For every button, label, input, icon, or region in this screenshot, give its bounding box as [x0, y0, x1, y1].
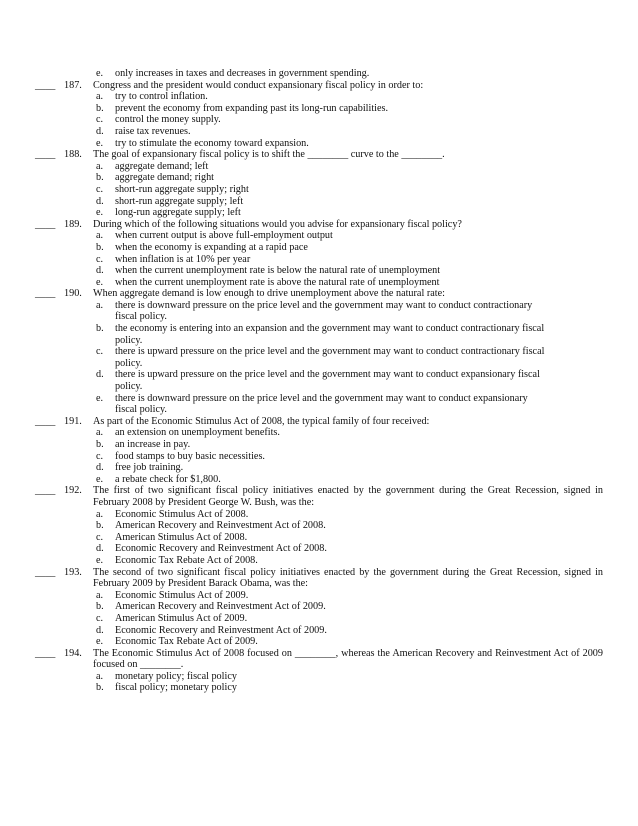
question-188 [0, 149, 638, 219]
option-letter: e. [96, 473, 104, 485]
continuation-option [0, 68, 638, 80]
option-letter: b. [96, 172, 104, 184]
option-letter: c. [96, 183, 104, 195]
option-text: monetary policy; fiscal policy [115, 670, 237, 682]
question-192 [0, 485, 638, 566]
option-letter: d. [96, 195, 104, 207]
answer-option [0, 161, 638, 173]
option-text: when the current unemployment rate is below the natural rate of unemployment [115, 265, 441, 277]
option-text: free job training. [115, 462, 184, 474]
question-number: 194. [64, 647, 82, 659]
answer-option [0, 254, 638, 266]
answer-option [0, 543, 638, 555]
question-number: 193. [64, 566, 82, 578]
option-text: a rebate check for $1,800. [115, 473, 221, 485]
option-text: American Recovery and Reinvestment Act of 2009. [115, 601, 326, 613]
option-letter: e. [96, 636, 104, 648]
answer-option [0, 114, 638, 126]
answer-option [0, 346, 638, 369]
answer-option [0, 369, 638, 392]
answer-option [0, 393, 638, 416]
answer-option [0, 451, 638, 463]
question-number: 190. [64, 288, 82, 300]
option-letter: a. [96, 670, 104, 682]
answer-option [0, 555, 638, 567]
question-list [0, 80, 638, 694]
option-text: American Recovery and Reinvestment Act of 2008. [115, 520, 326, 532]
option-letter: c. [96, 612, 104, 624]
answer-option [0, 532, 638, 544]
answer-option [0, 682, 638, 694]
option-text: the economy is entering into an expansion and the government may want to conduct contractionary fiscal policy. [115, 323, 545, 346]
answer-option [0, 172, 638, 184]
question-stem: During which of the following situations would you advise for expansionary fiscal policy? [93, 218, 462, 230]
answer-blank[interactable]: ____ [35, 415, 56, 427]
option-text: prevent the economy from expanding past its long-run capabilities. [115, 102, 389, 114]
option-letter: a. [96, 91, 104, 103]
answer-option [0, 196, 638, 208]
option-letter: d. [96, 624, 104, 636]
option-letter: e. [96, 392, 104, 404]
answer-blank[interactable]: ____ [35, 566, 56, 578]
answer-option [0, 601, 638, 613]
option-letter: b. [96, 241, 104, 253]
question-stem: The first of two significant fiscal policy initiatives enacted by the government during the Great Recession, signed in February 2008 by President George W. Bush, was the: [93, 485, 603, 508]
question-187 [0, 80, 638, 150]
answer-option [0, 265, 638, 277]
option-letter: c. [96, 346, 104, 358]
option-letter: c. [96, 531, 104, 543]
answer-option [0, 207, 638, 219]
answer-option [0, 462, 638, 474]
option-letter: b. [96, 439, 104, 450]
answer-blank[interactable]: ____ [35, 218, 56, 230]
option-letter: a. [96, 299, 104, 311]
answer-option [0, 138, 638, 150]
option-letter: b. [96, 520, 104, 532]
question-193 [0, 567, 638, 648]
answer-option [0, 91, 638, 103]
option-text: fiscal policy; monetary policy [115, 682, 237, 694]
option-text: Economic Recovery and Reinvestment Act of 2008. [115, 543, 327, 555]
option-text: when the economy is expanding at a rapid pace [115, 241, 308, 253]
answer-option [0, 427, 638, 439]
option-text: Economic Stimulus Act of 2009. [115, 589, 249, 601]
option-text: short-run aggregate supply; right [115, 183, 249, 195]
question-194 [0, 648, 638, 694]
option-text: an increase in pay. [115, 439, 191, 450]
option-text: try to control inflation. [115, 91, 208, 103]
option-letter: e. [96, 207, 104, 219]
answer-option [0, 184, 638, 196]
option-text: only increases in taxes and decreases in government spending. [115, 68, 370, 79]
answer-blank[interactable]: ____ [35, 485, 56, 497]
option-letter: e. [96, 276, 104, 288]
answer-option [0, 230, 638, 242]
answer-option [0, 636, 638, 648]
option-letter: d. [96, 369, 104, 381]
option-text: control the money supply. [115, 114, 221, 126]
option-letter: a. [96, 427, 104, 439]
answer-blank[interactable]: ____ [35, 149, 56, 161]
question-number: 188. [64, 149, 82, 161]
question-191 [0, 416, 638, 486]
question-number: 192. [64, 485, 82, 497]
question-number: 191. [64, 415, 82, 427]
option-letter: a. [96, 230, 104, 242]
question-stem: The Economic Stimulus Act of 2008 focused on ________, whereas the American Recovery and Reinvestment Act of 2009 focused on ________. [93, 647, 603, 671]
option-letter: a. [96, 589, 104, 601]
answer-option [0, 671, 638, 683]
option-letter: a. [96, 508, 104, 520]
option-letter: b. [96, 323, 104, 335]
question-stem: When aggregate demand is low enough to drive unemployment above the natural rate: [93, 288, 445, 300]
answer-option [0, 590, 638, 602]
option-text: try to stimulate the economy toward expansion. [115, 137, 309, 149]
option-letter: e. [96, 68, 104, 79]
option-text: an extension on unemployment benefits. [115, 427, 280, 439]
option-letter: b. [96, 102, 104, 114]
answer-option [0, 613, 638, 625]
exam-page [0, 68, 638, 694]
answer-option [0, 103, 638, 115]
answer-option [0, 277, 638, 289]
answer-option [0, 474, 638, 486]
answer-blank[interactable]: ____ [35, 79, 56, 91]
answer-option [0, 520, 638, 532]
option-text: aggregate demand; right [115, 172, 215, 184]
option-letter: d. [96, 462, 104, 474]
option-text: there is upward pressure on the price level and the government may want to conduct expansionary fiscal policy. [115, 369, 540, 393]
question-stem: Congress and the president would conduct expansionary fiscal policy in order to: [93, 79, 424, 91]
answer-option [0, 323, 638, 346]
option-letter: c. [96, 114, 104, 126]
question-number: 189. [64, 218, 82, 230]
answer-option [0, 242, 638, 254]
option-text: American Stimulus Act of 2008. [115, 531, 248, 543]
option-letter: c. [96, 253, 104, 265]
option-text: when current output is above full-employment output [115, 230, 333, 242]
option-text: American Stimulus Act of 2009. [115, 612, 248, 624]
option-text: when inflation is at 10% per year [115, 253, 251, 265]
option-text: there is upward pressure on the price level and the government may want to conduct contractionary fiscal policy. [115, 346, 545, 369]
option-text: aggregate demand; left [115, 160, 209, 172]
question-stem: As part of the Economic Stimulus Act of 2008, the typical family of four received: [93, 415, 430, 427]
option-text: there is downward pressure on the price level and the government may want to conduct expansionary fiscal policy. [115, 392, 528, 416]
option-letter: d. [96, 543, 104, 555]
question-190 [0, 288, 638, 416]
option-text: there is downward pressure on the price level and the government may want to conduct contractionary fiscal policy. [115, 299, 533, 323]
option-text: short-run aggregate supply; left [115, 195, 244, 207]
option-text: Economic Stimulus Act of 2008. [115, 508, 249, 520]
option-text: when the current unemployment rate is above the natural rate of unemployment [115, 276, 440, 288]
option-text: Economic Tax Rebate Act of 2009. [115, 636, 258, 648]
answer-blank[interactable]: ____ [35, 288, 56, 300]
option-letter: e. [96, 137, 104, 149]
option-letter: b. [96, 601, 104, 613]
option-letter: e. [96, 554, 104, 566]
option-text: raise tax revenues. [115, 125, 191, 137]
answer-option [0, 300, 638, 323]
answer-option [0, 126, 638, 138]
answer-option [0, 509, 638, 521]
option-text: Economic Recovery and Reinvestment Act of 2009. [115, 624, 327, 636]
option-text: long-run aggregate supply; left [115, 207, 241, 219]
option-letter: d. [96, 125, 104, 137]
question-189 [0, 219, 638, 289]
question-stem: The second of two significant fiscal policy initiatives enacted by the government during the Great Recession, signed in February 2009 by President Barack Obama, was the: [93, 566, 603, 590]
answer-option [0, 439, 638, 451]
option-letter: a. [96, 160, 104, 172]
option-letter: d. [96, 265, 104, 277]
option-text: Economic Tax Rebate Act of 2008. [115, 554, 258, 566]
option-text: food stamps to buy basic necessities. [115, 450, 265, 462]
answer-blank[interactable]: ____ [35, 647, 56, 659]
option-letter: b. [96, 682, 104, 694]
option-letter: c. [96, 450, 104, 462]
answer-option [0, 625, 638, 637]
question-stem: The goal of expansionary fiscal policy is to shift the ________ curve to the ________. [93, 149, 445, 161]
question-number: 187. [64, 79, 82, 91]
